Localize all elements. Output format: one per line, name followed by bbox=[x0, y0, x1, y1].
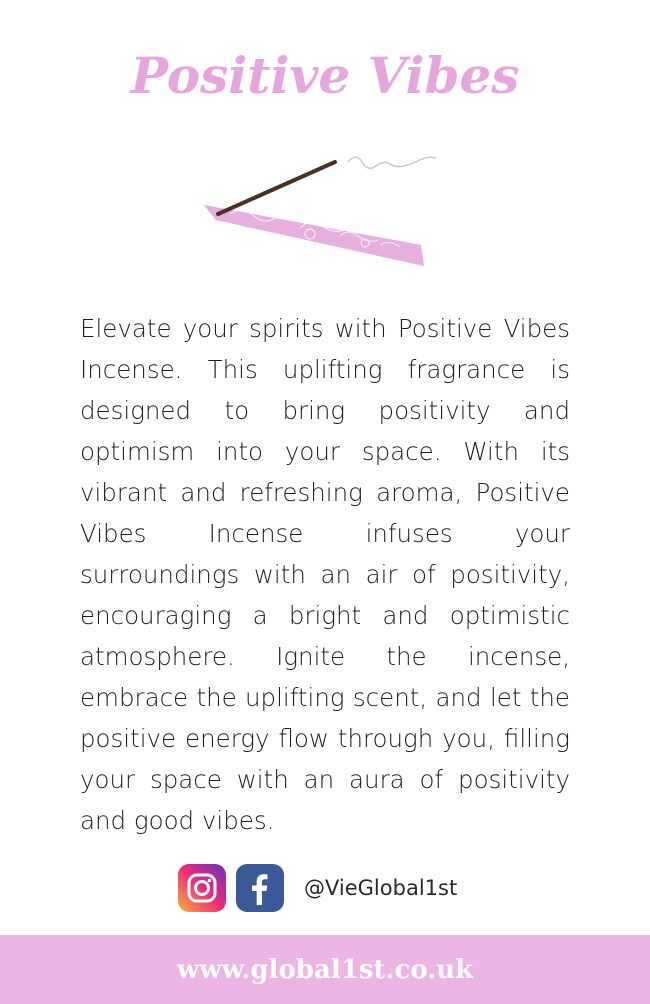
incense-stick-icon bbox=[190, 150, 460, 275]
website-link[interactable]: www.global1st.co.uk bbox=[176, 954, 474, 985]
instagram-icon[interactable] bbox=[178, 864, 226, 912]
social-handle: @VieGlobal1st bbox=[304, 876, 458, 900]
social-links bbox=[178, 863, 457, 913]
footer-bar bbox=[0, 935, 650, 1004]
page-title: Positive Vibes bbox=[130, 46, 520, 105]
description-text: Elevate your spirits with Positive Vibes Incense. This uplifting fragrance is designed to bring positivity and optimism into your space. With its vibrant and refreshing aroma, Positive Vibes Incense infuses your surroundings with an air of positivity, encouraging a bright and optimistic atmosphere. Ignite the incense, embrace the uplifting scent, and let the positive energy flow through you, filling your space with an aura of positivity and good vibes. bbox=[80, 314, 570, 835]
facebook-icon[interactable] bbox=[236, 864, 284, 912]
